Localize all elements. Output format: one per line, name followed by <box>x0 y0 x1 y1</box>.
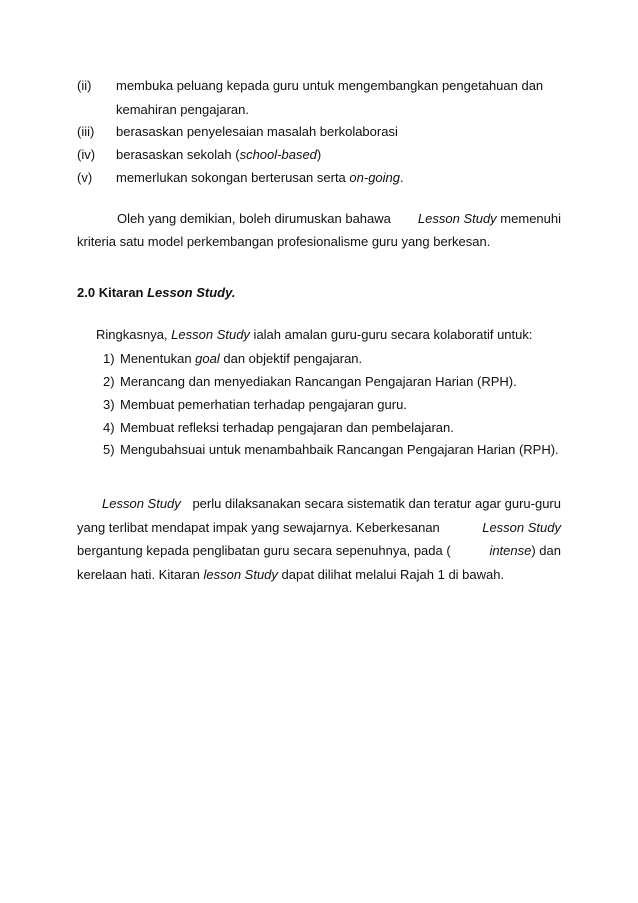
list-text <box>116 170 404 186</box>
list-number: 1) <box>103 351 115 366</box>
text-run: Oleh yang demikian, boleh dirumuskan bahawa <box>117 211 391 226</box>
section-number: 2.0 <box>77 285 96 300</box>
text-run: dapat dilihat melalui Rajah 1 di bawah. <box>277 567 505 582</box>
intro-line <box>96 327 533 343</box>
text-run: dan objektif pengajaran. <box>219 351 363 366</box>
section-title: Kitaran <box>98 285 148 300</box>
list-text: Merancang dan menyediakan Rancangan Pengajaran Harian (RPH). <box>120 374 517 389</box>
list-text <box>120 351 362 367</box>
paragraph-line <box>117 211 561 227</box>
text-run: ) <box>316 147 322 162</box>
italic-run: on-going <box>349 170 401 185</box>
paragraph-line <box>102 496 561 512</box>
italic-run: Lesson Study <box>102 496 181 511</box>
list-marker: (iii) <box>77 124 95 139</box>
paragraph-line: kriteria satu model perkembangan profesionalisme guru yang berkesan. <box>77 234 491 249</box>
text-run <box>489 543 561 559</box>
text-run: Ringkasnya, <box>96 327 172 342</box>
text-run: . <box>400 170 404 185</box>
text-run: Menentukan <box>120 351 196 366</box>
text-run: ialah amalan guru-guru secara kolaboratif untuk: <box>249 327 533 342</box>
list-marker: (v) <box>77 170 93 185</box>
italic-run: goal <box>195 351 220 366</box>
text-run: kerelaan hati. Kitaran <box>77 567 204 582</box>
section-title-italic: Lesson Study. <box>147 285 236 300</box>
italic-run: intense <box>489 543 532 558</box>
list-marker: (iv) <box>77 147 96 162</box>
paragraph-line <box>77 543 561 559</box>
text-run: berasaskan sekolah ( <box>116 147 240 162</box>
list-number: 3) <box>103 397 115 412</box>
text-run: perlu dilaksanakan secara sistematik dan teratur agar guru-guru <box>192 496 561 511</box>
text-run: memerlukan sokongan berterusan serta <box>116 170 350 185</box>
section-heading <box>77 285 235 301</box>
paragraph-line <box>77 567 504 583</box>
list-number: 4) <box>103 420 115 435</box>
list-number: 5) <box>103 442 115 457</box>
list-number: 2) <box>103 374 115 389</box>
list-text: Membuat refleksi terhadap pengajaran dan pembelajaran. <box>120 420 454 435</box>
italic-run: school-based <box>239 147 317 162</box>
text-run: ) dan <box>531 543 561 558</box>
italic-run: Lesson Study <box>482 520 561 535</box>
list-text: membuka peluang kepada guru untuk mengembangkan pengetahuan dan <box>116 78 544 93</box>
italic-run: Lesson Study <box>171 327 250 342</box>
italic-run: Lesson Study <box>417 211 497 226</box>
text-run: memenuhi <box>496 211 561 226</box>
list-text: Mengubahsuai untuk menambahbaik Rancangan Pengajaran Harian (RPH). <box>120 442 559 457</box>
list-text: kemahiran pengajaran. <box>116 102 249 117</box>
text-run: bergantung kepada penglibatan guru secara sepenuhnya, pada ( <box>77 543 451 558</box>
list-text: berasaskan penyelesaian masalah berkolaborasi <box>116 124 398 139</box>
paragraph-line <box>77 520 561 536</box>
text-run <box>418 211 561 227</box>
list-text: Membuat pemerhatian terhadap pengajaran guru. <box>120 397 407 412</box>
italic-run: lesson Study <box>203 567 278 582</box>
list-marker: (ii) <box>77 78 92 93</box>
text-run: yang terlibat mendapat impak yang sewajarnya. Keberkesanan <box>77 520 440 535</box>
list-text <box>116 147 321 163</box>
